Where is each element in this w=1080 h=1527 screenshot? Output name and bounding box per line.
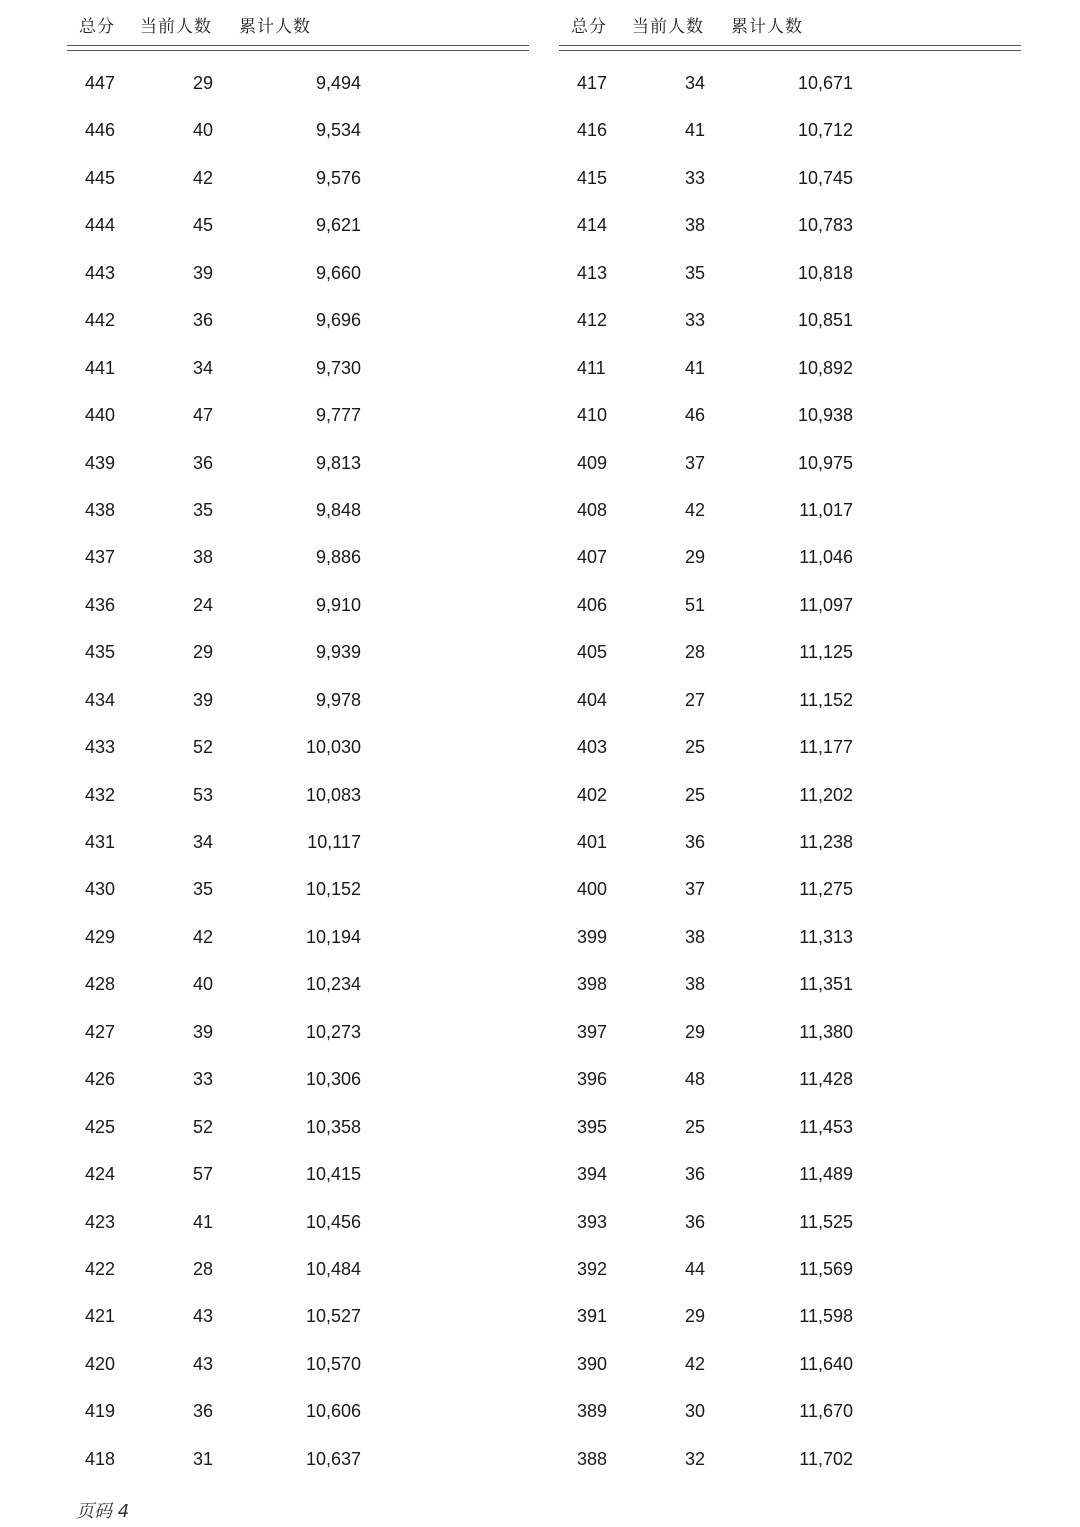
- cell-current-count: 34: [685, 73, 706, 93]
- cell-score: 436: [85, 594, 116, 615]
- cell-score: 421: [85, 1306, 116, 1327]
- header-current-count: 当前人数: [632, 17, 704, 37]
- cell-cumulative-count: 11,453: [799, 1116, 853, 1137]
- cell-cumulative-count: 10,671: [797, 73, 853, 93]
- cell-current-count: 57: [193, 1164, 214, 1185]
- table-row: [67, 868, 529, 915]
- cell-score: 406: [577, 594, 608, 615]
- table-row: [67, 679, 529, 726]
- table-row: [67, 774, 529, 821]
- table-row: [67, 1248, 529, 1295]
- cell-cumulative-count: 11,238: [799, 832, 853, 852]
- table-row: [67, 109, 529, 156]
- table-row: [559, 963, 1021, 1010]
- cell-current-count: 31: [193, 1448, 214, 1469]
- cell-score: 396: [577, 1069, 608, 1090]
- table-row: [559, 1343, 1021, 1390]
- cell-current-count: 36: [193, 452, 214, 473]
- table-row: [559, 489, 1021, 536]
- cell-current-count: 33: [193, 1069, 214, 1090]
- table-row: [67, 62, 529, 109]
- cell-current-count: 43: [193, 1353, 214, 1374]
- cell-current-count: 29: [685, 1021, 706, 1042]
- cell-cumulative-count: 11,380: [799, 1021, 853, 1042]
- table-row: [559, 1201, 1021, 1248]
- table-row: [67, 394, 529, 441]
- cell-score: 416: [577, 120, 608, 141]
- cell-current-count: 34: [193, 832, 214, 852]
- cell-score: 420: [85, 1353, 116, 1374]
- table-row: [559, 62, 1021, 109]
- header-rule-top: [67, 45, 529, 46]
- header-current-count: 当前人数: [140, 17, 212, 37]
- cell-cumulative-count: 11,046: [799, 547, 853, 568]
- cell-score: 417: [577, 73, 608, 93]
- table-row: [67, 584, 529, 631]
- cell-score: 442: [85, 310, 116, 331]
- header-rule-top: [559, 45, 1021, 46]
- cell-score: 410: [577, 405, 608, 426]
- cell-score: 431: [85, 832, 116, 852]
- cell-cumulative-count: 9,621: [315, 215, 361, 236]
- cell-cumulative-count: 10,527: [305, 1306, 361, 1327]
- table-row: [67, 916, 529, 963]
- cell-current-count: 52: [193, 737, 214, 758]
- cell-cumulative-count: 11,152: [799, 689, 853, 710]
- cell-cumulative-count: 9,848: [315, 499, 361, 520]
- cell-current-count: 45: [193, 215, 214, 236]
- cell-current-count: 38: [685, 974, 706, 995]
- table-row: [559, 252, 1021, 299]
- table-row: [559, 774, 1021, 821]
- cell-score: 432: [85, 784, 116, 805]
- table-row: [559, 442, 1021, 489]
- cell-cumulative-count: 9,494: [315, 73, 361, 93]
- cell-current-count: 29: [685, 547, 706, 568]
- cell-cumulative-count: 11,351: [799, 974, 853, 995]
- cell-current-count: 38: [685, 926, 706, 947]
- cell-current-count: 36: [685, 1211, 706, 1232]
- table-row: [67, 299, 529, 346]
- cell-current-count: 28: [193, 1258, 214, 1279]
- header-rule-bottom: [67, 50, 529, 51]
- table-row: [559, 536, 1021, 583]
- table-row: [67, 1106, 529, 1153]
- cell-current-count: 25: [685, 1116, 706, 1137]
- cell-current-count: 42: [685, 1353, 706, 1374]
- cell-score: 446: [85, 120, 116, 141]
- header-score: 总分: [571, 17, 607, 37]
- cell-cumulative-count: 10,358: [305, 1116, 361, 1137]
- cell-current-count: 36: [193, 310, 214, 331]
- cell-cumulative-count: 11,275: [799, 879, 853, 900]
- cell-score: 438: [85, 499, 116, 520]
- cell-score: 413: [577, 262, 608, 283]
- table-row: [67, 252, 529, 299]
- cell-score: 389: [577, 1401, 608, 1422]
- table-row: [559, 726, 1021, 773]
- cell-cumulative-count: 9,696: [315, 310, 361, 331]
- cell-cumulative-count: 11,598: [799, 1306, 853, 1327]
- cell-current-count: 53: [193, 784, 214, 805]
- cell-score: 395: [577, 1116, 608, 1137]
- cell-score: 414: [577, 215, 608, 236]
- cell-current-count: 36: [685, 1164, 706, 1185]
- table-row: [559, 394, 1021, 441]
- cell-current-count: 38: [193, 547, 214, 568]
- cell-current-count: 29: [193, 73, 214, 93]
- table-row: [67, 821, 529, 868]
- table-row: [559, 109, 1021, 156]
- cell-current-count: 44: [685, 1258, 706, 1279]
- table-row: [67, 1058, 529, 1105]
- cell-score: 419: [85, 1401, 116, 1422]
- table-row: [67, 1153, 529, 1200]
- table-row: [559, 679, 1021, 726]
- cell-score: 433: [85, 737, 116, 758]
- cell-current-count: 39: [193, 262, 214, 283]
- cell-cumulative-count: 11,525: [799, 1211, 853, 1232]
- left-score-table: [67, 0, 529, 1469]
- cell-score: 435: [85, 642, 116, 663]
- cell-cumulative-count: 9,534: [315, 120, 361, 141]
- cell-cumulative-count: 11,125: [799, 642, 853, 663]
- cell-score: 434: [85, 689, 116, 710]
- cell-cumulative-count: 9,660: [315, 262, 361, 283]
- cell-cumulative-count: 10,306: [305, 1069, 361, 1090]
- cell-current-count: 37: [685, 879, 706, 900]
- cell-score: 399: [577, 926, 608, 947]
- cell-score: 443: [85, 262, 116, 283]
- cell-cumulative-count: 9,576: [315, 167, 361, 188]
- cell-cumulative-count: 11,202: [799, 784, 853, 805]
- cell-current-count: 33: [685, 167, 706, 188]
- table-row: [67, 442, 529, 489]
- cell-cumulative-count: 10,484: [305, 1258, 361, 1279]
- cell-cumulative-count: 9,886: [315, 547, 361, 568]
- cell-cumulative-count: 9,730: [315, 357, 361, 378]
- cell-cumulative-count: 10,117: [307, 832, 361, 852]
- table-row: [559, 1248, 1021, 1295]
- cell-score: 423: [85, 1211, 116, 1232]
- cell-cumulative-count: 9,813: [315, 452, 361, 473]
- cell-cumulative-count: 10,152: [305, 879, 361, 900]
- cell-cumulative-count: 11,569: [799, 1258, 853, 1279]
- cell-current-count: 29: [193, 642, 214, 663]
- cell-cumulative-count: 10,273: [305, 1021, 361, 1042]
- cell-current-count: 28: [685, 642, 706, 663]
- table-row: [559, 204, 1021, 251]
- cell-current-count: 47: [193, 405, 214, 426]
- table-row: [67, 347, 529, 394]
- table-row: [559, 299, 1021, 346]
- cell-cumulative-count: 10,570: [305, 1353, 361, 1374]
- cell-cumulative-count: 11,702: [799, 1448, 853, 1469]
- cell-score: 392: [577, 1258, 608, 1279]
- cell-score: 428: [85, 974, 116, 995]
- cell-current-count: 32: [685, 1448, 706, 1469]
- cell-cumulative-count: 10,194: [305, 926, 361, 947]
- table-row: [67, 489, 529, 536]
- cell-score: 415: [577, 167, 608, 188]
- header-rule-bottom: [559, 50, 1021, 51]
- cell-score: 429: [85, 926, 116, 947]
- cell-cumulative-count: 10,745: [797, 167, 853, 188]
- table-row: [67, 1390, 529, 1437]
- cell-current-count: 41: [685, 357, 706, 378]
- cell-current-count: 39: [193, 1021, 214, 1042]
- cell-score: 430: [85, 879, 116, 900]
- cell-score: 397: [577, 1021, 608, 1042]
- cell-cumulative-count: 11,640: [799, 1353, 853, 1374]
- table-row: [67, 1201, 529, 1248]
- cell-cumulative-count: 9,777: [315, 405, 361, 426]
- header-cumulative-count: 累计人数: [731, 17, 803, 37]
- cell-cumulative-count: 11,177: [799, 737, 853, 758]
- cell-current-count: 52: [193, 1116, 214, 1137]
- table-row: [67, 157, 529, 204]
- table-row: [559, 157, 1021, 204]
- table-row: [559, 1058, 1021, 1105]
- cell-cumulative-count: 9,978: [315, 689, 361, 710]
- cell-cumulative-count: 10,415: [305, 1164, 361, 1185]
- table-row: [67, 204, 529, 251]
- cell-score: 401: [577, 832, 608, 852]
- cell-current-count: 40: [193, 974, 214, 995]
- cell-current-count: 48: [685, 1069, 706, 1090]
- header-cumulative-count: 累计人数: [239, 17, 311, 37]
- cell-cumulative-count: 9,910: [315, 594, 361, 615]
- cell-current-count: 35: [193, 879, 214, 900]
- cell-current-count: 27: [685, 689, 706, 710]
- table-body: [559, 62, 1021, 1485]
- cell-score: 407: [577, 547, 608, 568]
- table-row: [559, 916, 1021, 963]
- cell-score: 427: [85, 1021, 116, 1042]
- cell-cumulative-count: 10,818: [797, 262, 853, 283]
- cell-current-count: 38: [685, 215, 706, 236]
- table-row: [559, 1153, 1021, 1200]
- cell-current-count: 30: [685, 1401, 706, 1422]
- cell-current-count: 29: [685, 1306, 706, 1327]
- cell-score: 441: [85, 357, 116, 378]
- cell-score: 425: [85, 1116, 116, 1137]
- table-row: [559, 821, 1021, 868]
- cell-cumulative-count: 11,489: [799, 1164, 853, 1185]
- table-row: [559, 1295, 1021, 1342]
- cell-score: 439: [85, 452, 116, 473]
- cell-score: 411: [577, 357, 606, 378]
- header-score: 总分: [79, 17, 115, 37]
- table-row: [67, 1011, 529, 1058]
- cell-current-count: 24: [193, 594, 214, 615]
- cell-current-count: 46: [685, 405, 706, 426]
- table-header: [67, 0, 529, 44]
- table-row: [67, 536, 529, 583]
- table-body: [67, 62, 529, 1485]
- cell-cumulative-count: 11,670: [799, 1401, 853, 1422]
- cell-cumulative-count: 10,083: [305, 784, 361, 805]
- table-row: [559, 1106, 1021, 1153]
- cell-score: 447: [85, 73, 116, 93]
- cell-cumulative-count: 10,975: [797, 452, 853, 473]
- table-header: [559, 0, 1021, 44]
- cell-score: 418: [85, 1448, 116, 1469]
- cell-cumulative-count: 10,851: [797, 310, 853, 331]
- cell-current-count: 42: [685, 499, 706, 520]
- cell-score: 393: [577, 1211, 608, 1232]
- cell-score: 404: [577, 689, 608, 710]
- cell-score: 394: [577, 1164, 608, 1185]
- cell-current-count: 51: [685, 594, 706, 615]
- table-row: [67, 631, 529, 678]
- cell-cumulative-count: 11,428: [799, 1069, 853, 1090]
- cell-current-count: 37: [685, 452, 706, 473]
- cell-score: 444: [85, 215, 116, 236]
- page-number: 页码 4: [76, 1501, 130, 1522]
- cell-score: 388: [577, 1448, 608, 1469]
- cell-score: 398: [577, 974, 608, 995]
- cell-cumulative-count: 10,456: [305, 1211, 361, 1232]
- cell-score: 422: [85, 1258, 116, 1279]
- cell-cumulative-count: 10,783: [797, 215, 853, 236]
- cell-score: 424: [85, 1164, 116, 1185]
- cell-cumulative-count: 11,097: [799, 594, 853, 615]
- table-row: [559, 347, 1021, 394]
- cell-score: 426: [85, 1069, 116, 1090]
- cell-cumulative-count: 10,637: [305, 1448, 361, 1469]
- table-row: [559, 631, 1021, 678]
- cell-current-count: 34: [193, 357, 214, 378]
- table-row: [67, 1343, 529, 1390]
- cell-score: 390: [577, 1353, 608, 1374]
- cell-current-count: 42: [193, 167, 214, 188]
- cell-score: 440: [85, 405, 116, 426]
- cell-score: 408: [577, 499, 608, 520]
- table-row: [559, 1011, 1021, 1058]
- table-row: [559, 1438, 1021, 1485]
- cell-score: 400: [577, 879, 608, 900]
- cell-cumulative-count: 10,030: [305, 737, 361, 758]
- cell-current-count: 25: [685, 784, 706, 805]
- cell-current-count: 41: [685, 120, 706, 141]
- cell-cumulative-count: 10,712: [797, 120, 853, 141]
- table-row: [559, 868, 1021, 915]
- right-score-table: [559, 0, 1021, 1469]
- cell-score: 402: [577, 784, 608, 805]
- cell-current-count: 43: [193, 1306, 214, 1327]
- cell-cumulative-count: 10,938: [797, 405, 853, 426]
- table-row: [67, 963, 529, 1010]
- table-row: [67, 726, 529, 773]
- cell-current-count: 40: [193, 120, 214, 141]
- cell-current-count: 33: [685, 310, 706, 331]
- cell-cumulative-count: 9,939: [315, 642, 361, 663]
- cell-cumulative-count: 10,892: [797, 357, 853, 378]
- cell-score: 403: [577, 737, 608, 758]
- cell-score: 409: [577, 452, 608, 473]
- cell-score: 405: [577, 642, 608, 663]
- table-row: [559, 584, 1021, 631]
- cell-cumulative-count: 10,234: [305, 974, 361, 995]
- cell-cumulative-count: 11,017: [799, 499, 853, 520]
- cell-cumulative-count: 10,606: [305, 1401, 361, 1422]
- cell-current-count: 36: [685, 832, 706, 852]
- cell-current-count: 36: [193, 1401, 214, 1422]
- cell-current-count: 39: [193, 689, 214, 710]
- cell-current-count: 25: [685, 737, 706, 758]
- table-row: [67, 1295, 529, 1342]
- cell-current-count: 41: [193, 1211, 214, 1232]
- cell-score: 437: [85, 547, 116, 568]
- cell-score: 412: [577, 310, 608, 331]
- cell-cumulative-count: 11,313: [799, 926, 853, 947]
- cell-current-count: 42: [193, 926, 214, 947]
- cell-current-count: 35: [193, 499, 214, 520]
- table-row: [559, 1390, 1021, 1437]
- cell-score: 445: [85, 167, 116, 188]
- cell-current-count: 35: [685, 262, 706, 283]
- table-row: [67, 1438, 529, 1485]
- cell-score: 391: [577, 1306, 608, 1327]
